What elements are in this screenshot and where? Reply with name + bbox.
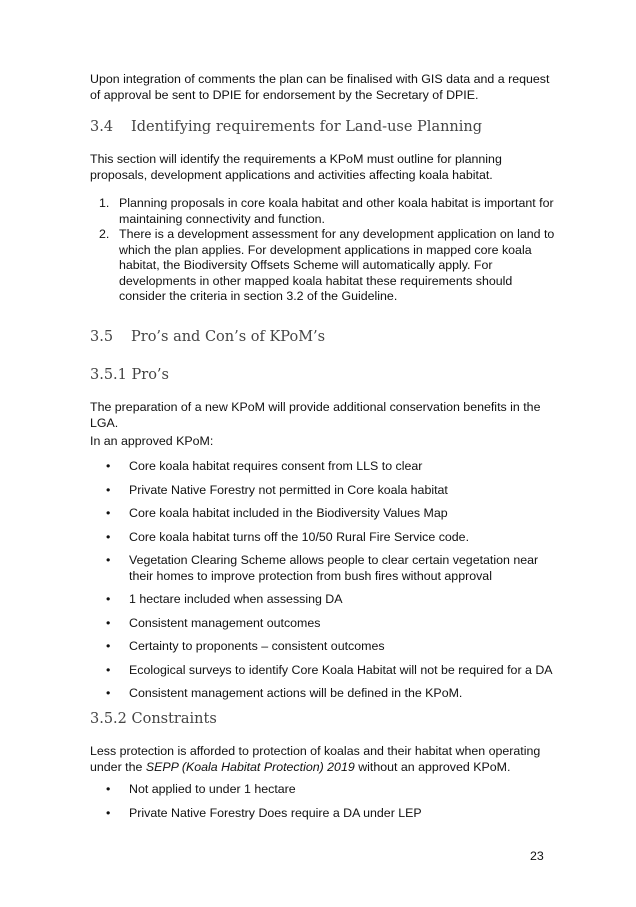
list-item-text: Core koala habitat requires consent from LLS to clear: [129, 459, 423, 473]
pros-intro-paragraph: The preparation of a new KPoM will provide additional conservation benefits in the LGA.: [90, 400, 541, 430]
list-item: [90, 553, 560, 584]
pros-list: [90, 459, 560, 710]
list-number: 2.: [99, 227, 110, 241]
list-item: [90, 506, 560, 522]
section-title: Pro’s and Con’s of KPoM’s: [131, 329, 326, 345]
list-item: [90, 196, 560, 227]
list-item: [90, 686, 560, 702]
section-3-5-2-heading: 3.5.2 Constraints: [90, 711, 217, 727]
list-item-text: Vegetation Clearing Scheme allows people to clear certain vegetation near their homes to improve protection from bush fires without approval: [129, 553, 539, 583]
bullet-icon: •: [106, 639, 111, 653]
bullet-icon: •: [106, 686, 111, 700]
list-item-text: Private Native Forestry Does require a DA under LEP: [129, 805, 422, 820]
list-item: [90, 483, 560, 499]
requirements-list: [90, 196, 560, 305]
pros-lead-in: In an approved KPoM:: [90, 434, 214, 448]
constraints-text-end: without an approved KPoM.: [354, 759, 511, 774]
section-3-5-heading: [90, 330, 325, 346]
intro-paragraph: Upon integration of comments the plan can be finalised with GIS data and a request of approval be sent to DPIE for endorsement by the Secretary of DPIE.: [90, 72, 550, 102]
constraints-list: [90, 782, 560, 829]
list-item-text: 1 hectare included when assessing DA: [129, 592, 343, 606]
section-number: 3.4: [90, 119, 114, 135]
list-item-text: Ecological surveys to identify Core Koala Habitat will not be required for a DA: [129, 662, 553, 677]
list-item: [90, 227, 560, 305]
list-item-text: Consistent management outcomes: [129, 615, 321, 630]
bullet-icon: •: [106, 529, 111, 544]
list-item: [90, 782, 560, 798]
list-item: [90, 530, 560, 546]
list-item-text: There is a development assessment for any development application on land to which the plan applies. For development applications in mapped core koala habitat, the Biodiversity Offsets Scheme will automatically apply. For developments in other mapped koala habitat these requirements should consider the criteria in section 3.2 of the Guideline.: [119, 227, 555, 303]
list-item-text: Certainty to proponents – consistent outcomes: [129, 639, 385, 653]
bullet-icon: •: [106, 782, 111, 796]
page-number: 23: [530, 849, 544, 863]
section-title: Identifying requirements for Land-use Planning: [131, 119, 483, 135]
list-item-text: Consistent management actions will be defined in the KPoM.: [129, 686, 463, 700]
section-3-4-paragraph: This section will identify the requirements a KPoM must outline for planning proposals, development applications and activities affecting koala habitat.: [90, 152, 502, 182]
section-3-4-heading: [90, 120, 482, 136]
list-item: [90, 639, 560, 655]
bullet-icon: •: [106, 662, 111, 677]
bullet-icon: •: [106, 592, 111, 606]
list-item-text: Core koala habitat turns off the 10/50 Rural Fire Service code.: [129, 529, 470, 544]
list-item: [90, 592, 560, 608]
sepp-title: SEPP (Koala Habitat Protection) 2019: [145, 759, 355, 774]
section-number: 3.5: [90, 329, 114, 345]
bullet-icon: •: [106, 615, 111, 630]
bullet-icon: •: [106, 805, 111, 820]
constraints-paragraph: [90, 744, 560, 775]
list-item-text: Planning proposals in core koala habitat and other koala habitat is important for maintaining connectivity and function.: [119, 196, 554, 226]
list-item: [90, 806, 560, 822]
constraints-text-start: Less protection is afforded to protection of koalas and their habitat when operating under the: [90, 744, 541, 774]
list-item: [90, 616, 560, 632]
bullet-icon: •: [106, 482, 111, 497]
list-item-text: Core koala habitat included in the Biodiversity Values Map: [129, 506, 448, 520]
list-number: 1.: [99, 196, 110, 210]
bullet-icon: •: [106, 553, 111, 567]
list-item-text: Not applied to under 1 hectare: [129, 782, 296, 796]
list-item: [90, 459, 560, 475]
list-item-text: Private Native Forestry not permitted in Core koala habitat: [129, 482, 448, 497]
bullet-icon: •: [106, 506, 111, 520]
section-3-5-1-heading: 3.5.1 Pro’s: [90, 367, 169, 383]
list-item: [90, 663, 560, 679]
bullet-icon: •: [106, 459, 111, 473]
